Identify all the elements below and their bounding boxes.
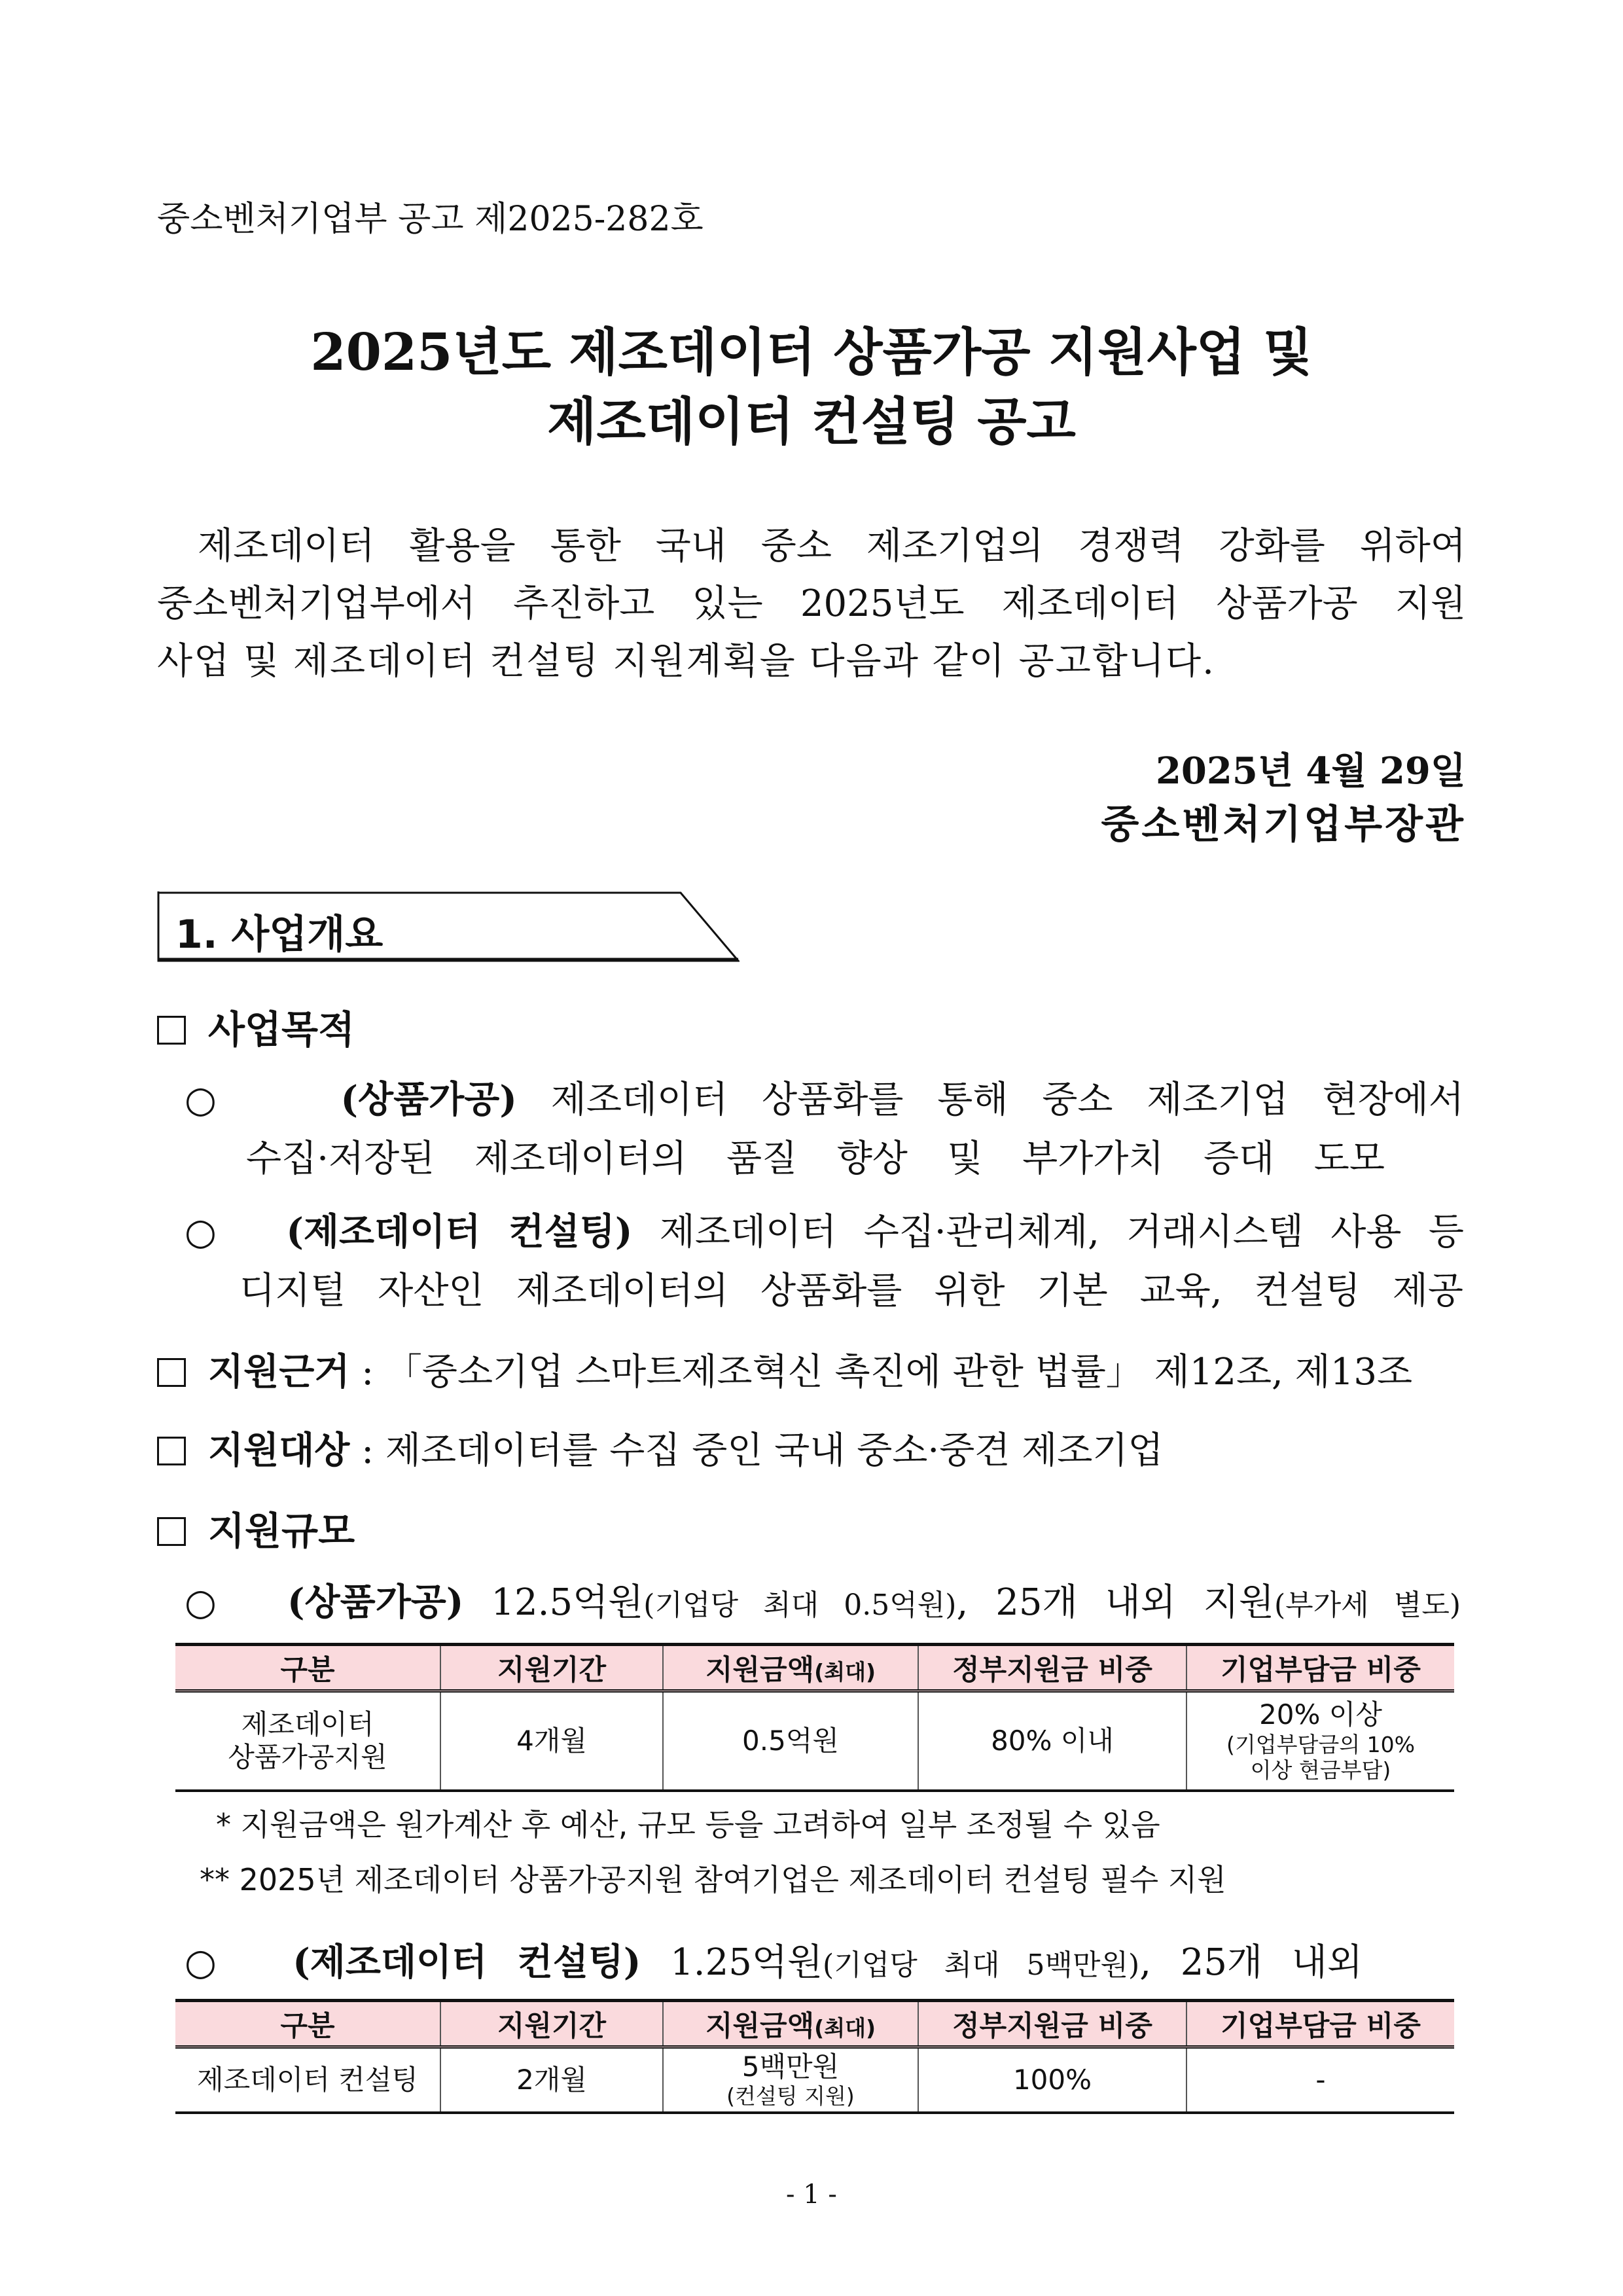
table-cell-period: 2개월 bbox=[440, 2047, 663, 2113]
purpose-item-2-cont: 디지털 자산인 제조데이터의 상품화를 위한 기본 교육, 컨설팅 제공 bbox=[240, 1270, 1463, 1312]
note-1: * 지원금액은 원가계산 후 예산, 규모 등을 고려하여 일부 조정될 수 있음 bbox=[216, 1807, 1160, 1842]
bullet-circle-icon: ○ bbox=[185, 1941, 234, 1984]
table-header: 기업부담금 비중 bbox=[1186, 1645, 1454, 1691]
purpose-item-1 bbox=[185, 1071, 1464, 1123]
table-header-row bbox=[175, 1645, 1454, 1691]
table-cell-category: 제조데이터 상품가공지원 bbox=[175, 1691, 440, 1791]
basis-text: : 「중소기업 스마트제조혁신 촉진에 관한 법률」 제12조, 제13조 bbox=[349, 1351, 1413, 1393]
scale-item-2: ○ (제조데이터 컨설팅) 1.25억원(기업당 최대 5백만원), 25개 내외 bbox=[185, 1941, 1363, 1984]
table-header: 정부지원금 비중 bbox=[918, 2001, 1186, 2047]
target-line bbox=[157, 1422, 1164, 1474]
table-cell-category: 제조데이터 컨설팅 bbox=[175, 2047, 440, 2113]
table-header: 지원금액(최대) bbox=[663, 2001, 918, 2047]
table-header: 구분 bbox=[175, 1645, 440, 1691]
table-row bbox=[175, 1691, 1454, 1791]
table-header: 지원금액(최대) bbox=[663, 1645, 918, 1691]
intro-line2: 중소벤처기업부에서 추진하고 있는 2025년도 제조데이터 상품가공 지원 bbox=[157, 583, 1466, 625]
purpose-heading: 사업목적 bbox=[157, 999, 355, 1054]
table-header: 지원기간 bbox=[440, 2001, 663, 2047]
purpose-item-1-cont: 수집·저장된 제조데이터의 품질 향상 및 부가가치 증대 도모 bbox=[246, 1138, 1385, 1180]
announcement-date: 2025년 4월 29일 bbox=[1155, 749, 1466, 793]
notice-number: 중소벤처기업부 공고 제2025-282호 bbox=[157, 200, 704, 239]
intro-line1: 제조데이터 활용을 통한 국내 중소 제조기업의 경쟁력 강화를 위하여 bbox=[198, 525, 1466, 567]
issuer: 중소벤처기업부장관 bbox=[1101, 802, 1466, 848]
section-title: 1. 사업개요 bbox=[175, 912, 383, 958]
checkbox-square-icon bbox=[157, 1437, 186, 1465]
table-header-row bbox=[175, 2001, 1454, 2047]
table-cell-period: 4개월 bbox=[440, 1691, 663, 1791]
table-row bbox=[175, 2047, 1454, 2113]
purpose-item-2-label: (제조데이터 컨설팅) bbox=[286, 1210, 633, 1253]
note-2: ** 2025년 제조데이터 상품가공지원 참여기업은 제조데이터 컨설팅 필수 지원 bbox=[200, 1862, 1226, 1897]
table-header: 지원기간 bbox=[440, 1645, 663, 1691]
purpose-item-1-text: 제조데이터 상품화를 통해 중소 제조기업 현장에서 bbox=[516, 1079, 1464, 1121]
checkbox-square-icon bbox=[157, 1016, 186, 1045]
table-cell-amount: 0.5억원 bbox=[663, 1691, 918, 1791]
table-cell-gov-ratio: 100% bbox=[918, 2047, 1186, 2113]
target-text: : 제조데이터를 수집 중인 국내 중소·중견 제조기업 bbox=[349, 1429, 1164, 1472]
purpose-item-2-text: 제조데이터 수집·관리체계, 거래시스템 사용 등 bbox=[632, 1211, 1464, 1253]
page-number: - 1 - bbox=[786, 2179, 837, 2210]
document-title-line1: 2025년도 제조데이터 상품가공 지원사업 및 bbox=[310, 323, 1313, 382]
document-title-line2: 제조데이터 컨설팅 공고 bbox=[547, 392, 1076, 452]
target-heading: 지원대상 bbox=[208, 1429, 350, 1472]
checkbox-square-icon bbox=[157, 1517, 186, 1546]
checkbox-square-icon bbox=[157, 1358, 186, 1387]
bullet-circle-icon: ○ bbox=[185, 1581, 233, 1624]
bullet-circle-icon: ○ bbox=[185, 1079, 239, 1121]
intro-line3: 사업 및 제조데이터 컨설팅 지원계획을 다음과 같이 공고합니다. bbox=[157, 640, 1215, 683]
purpose-item-2 bbox=[185, 1203, 1464, 1255]
table-header: 정부지원금 비중 bbox=[918, 1645, 1186, 1691]
table-cell-company-ratio: 20% 이상 (기업부담금의 10% 이상 현금부담) bbox=[1186, 1691, 1454, 1791]
basis-line bbox=[157, 1343, 1412, 1395]
purpose-item-1-label: (상품가공) bbox=[340, 1078, 517, 1121]
support-table-consulting bbox=[175, 1999, 1454, 2114]
table-cell-gov-ratio: 80% 이내 bbox=[918, 1691, 1186, 1791]
table-cell-company-ratio: - bbox=[1186, 2047, 1454, 2113]
table-header: 구분 bbox=[175, 2001, 440, 2047]
support-table-product bbox=[175, 1643, 1454, 1792]
basis-heading: 지원근거 bbox=[208, 1350, 350, 1393]
scale-item-1: ○ (상품가공) 12.5억원(기업당 최대 0.5억원), 25개 내외 지원(부가세 별도) bbox=[185, 1581, 1461, 1624]
table-header: 기업부담금 비중 bbox=[1186, 2001, 1454, 2047]
bullet-circle-icon: ○ bbox=[185, 1211, 232, 1253]
table-cell-amount: 5백만원 (컨설팅 지원) bbox=[663, 2047, 918, 2113]
scale-heading: 지원규모 bbox=[157, 1500, 355, 1555]
